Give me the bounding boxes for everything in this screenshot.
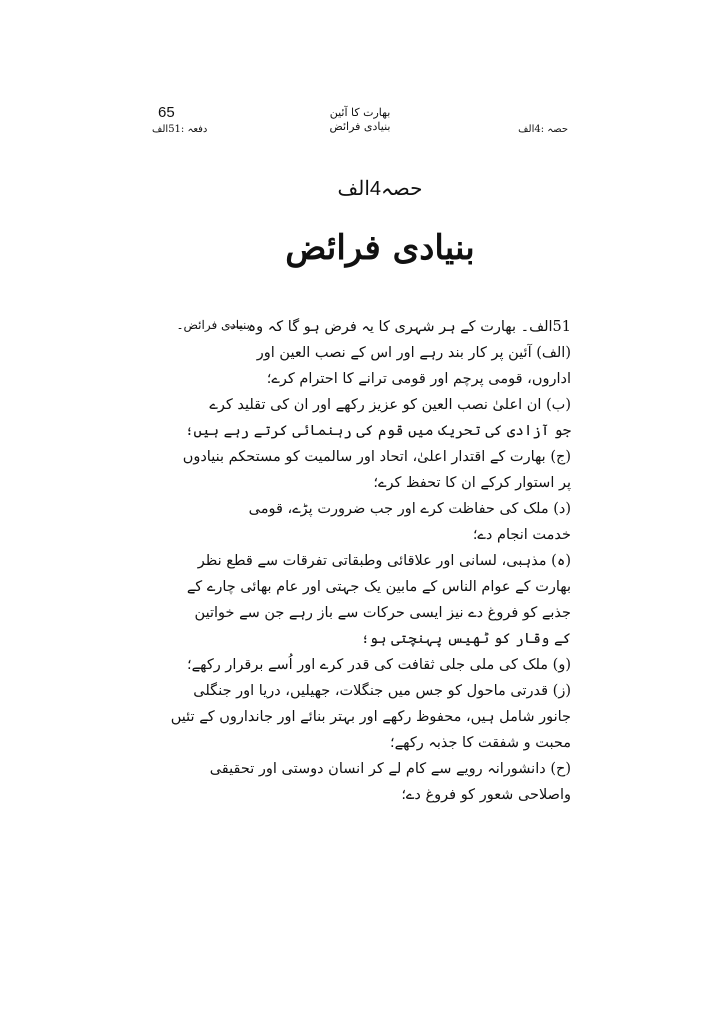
body-line: واصلاحی شعور کو فروغ دے؛ xyxy=(401,787,571,803)
body-line: (ب) ان اعلیٰ نصب العین کو عزیز رکھے اور ان کی تقلید کرے xyxy=(209,397,571,413)
body-line: اداروں، قومی پرچم اور قومی ترانے کا احترام کرے؛ xyxy=(266,371,571,387)
body-line: کے وقار کو ٹھیس پہنچتی ہو؛ xyxy=(361,631,571,647)
body-line: (الف) آئین پر کار بند رہے اور اس کے نصب العین اور xyxy=(256,345,571,361)
running-head-subtitle: بنیادی فرائض xyxy=(329,120,391,133)
body-line: محبت و شفقت کا جذبہ رکھے؛ xyxy=(390,735,571,751)
running-head-part: حصہ :4الف xyxy=(518,124,568,135)
body-line: (د) ملک کی حفاظت کرے اور جب ضرورت پڑے، قومی xyxy=(248,501,571,517)
body-line: جو آزادی کی تحریک میں قوم کی رہنمائی کرتے رہے ہیں؛ xyxy=(185,423,571,439)
running-head xyxy=(300,106,420,134)
chapter-title: بنیادی فرائض xyxy=(285,228,475,268)
body-line: خدمت انجام دے؛ xyxy=(472,527,571,543)
running-head-article: دفعہ :51الف xyxy=(152,124,208,135)
page-number: 65 xyxy=(158,104,175,121)
body-line: (ز) قدرتی ماحول کو جس میں جنگلات، جھیلیں، دریا اور جنگلی xyxy=(193,683,571,699)
running-head-title: بھارت کا آئین xyxy=(329,106,391,119)
margin-note: بنیادی فرائض۔ xyxy=(176,318,250,332)
body-line: بھارت کے عوام الناس کے مابین یک جہتی اور عام بھائی چارے کے xyxy=(186,579,571,595)
body-line: جانور شامل ہیں، محفوظ رکھے اور بہتر بنائے اور جانداروں کے تئیں xyxy=(170,709,571,725)
body-line: (و) ملک کی ملی جلی ثقافت کی قدر کرے اور اُسے برقرار رکھے؛ xyxy=(187,657,571,673)
body-line: جذبے کو فروغ دے نیز ایسی حرکات سے باز رہے جن سے خواتین xyxy=(194,605,571,621)
body-line: 51الف۔ بھارت کے ہر شہری کا یہ فرض ہو گا کہ وہ — xyxy=(228,319,571,335)
body-line: (ح) دانشورانہ رویے سے کام لے کر انسان دوستی اور تحقیقی xyxy=(209,761,571,777)
body-line: پر استوار کرکے ان کا تحفظ کرے؛ xyxy=(373,475,571,491)
part-title: حصہ4الف xyxy=(337,178,423,200)
body-line: (ج) بھارت کے اقتدار اعلیٰ، اتحاد اور سالمیت کو مستحکم بنیادوں xyxy=(182,449,571,465)
body-line: (ہ) مذہبی، لسانی اور علاقائی وطبقاتی تفرقات سے قطع نظر xyxy=(197,553,571,569)
